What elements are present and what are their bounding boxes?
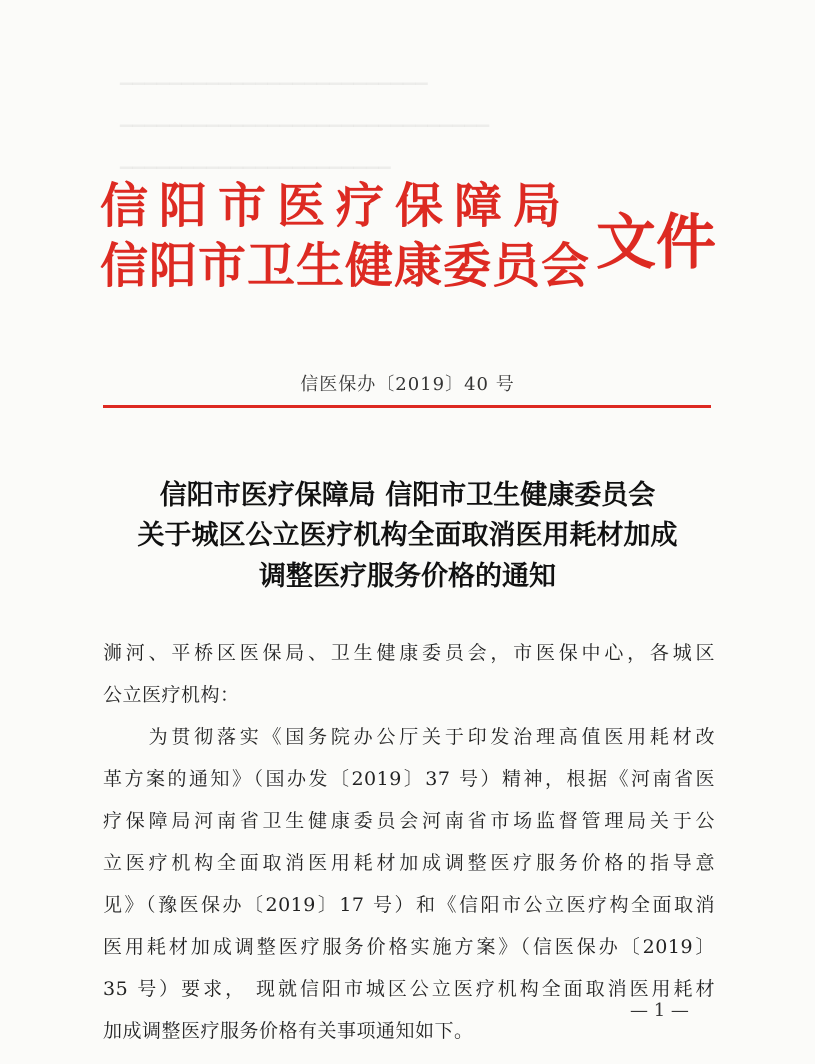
body-line: 革方案的通知》（国办发〔2019〕37 号）精神，根据《河南省医	[103, 768, 715, 790]
body-line: 加成调整医疗服务价格有关事项通知如下。	[103, 1020, 474, 1042]
recipients	[103, 632, 715, 716]
body-line: 疗保障局河南省卫生健康委员会河南省市场监督管理局关于公	[103, 810, 715, 832]
issuer-medical-security-bureau: 信阳市医疗保障局	[100, 178, 573, 234]
page-number: — 1 —	[630, 1000, 689, 1021]
body-line: 35 号）要求， 现就信阳市城区公立医疗机构全面取消医用耗材	[103, 978, 715, 1000]
body-line: 为贯彻落实《国务院办公厅关于印发治理高值医用耗材改	[103, 726, 715, 748]
body-line: 立医疗机构全面取消医用耗材加成调整医疗服务价格的指导意	[103, 852, 715, 874]
title-line-1: 信阳市医疗保障局 信阳市卫生健康委员会	[159, 480, 656, 511]
body-line: 医用耗材加成调整医疗服务价格实施方案》（信医保办〔2019〕	[103, 936, 715, 958]
bleed-through-texture: ▁▁▁▁▁▁▁▁▁▁▁▁▁▁▁▁▁▁▁▁▁▁▁▁▁ ▁▁▁▁▁▁▁▁▁▁▁▁▁▁▁▁▁▁▁▁▁▁▁▁▁▁▁▁▁▁ ▁▁▁▁▁▁▁▁▁▁▁▁▁▁▁▁▁▁▁▁▁▁	[120, 66, 490, 169]
body-line: 见》（豫医保办〔2019〕17 号）和《信阳市公立医疗构全面取消	[103, 894, 715, 916]
recipients-line-2: 公立医疗机构：	[103, 684, 240, 706]
issuer-health-commission: 信阳市卫生健康委员会	[100, 238, 591, 294]
title-line-2: 关于城区公立医疗机构全面取消医用耗材加成	[137, 520, 678, 551]
recipients-line-1: 浉河、平桥区医保局、卫生健康委员会，市医保中心，各城区	[103, 642, 715, 664]
document-label: 文件	[596, 208, 716, 278]
title-line-3: 调整医疗服务价格的通知	[259, 561, 556, 592]
document-header	[100, 178, 720, 308]
body-paragraph	[103, 716, 715, 1052]
red-divider-line	[103, 405, 711, 408]
document-number: 信医保办〔2019〕40 号	[300, 374, 515, 395]
